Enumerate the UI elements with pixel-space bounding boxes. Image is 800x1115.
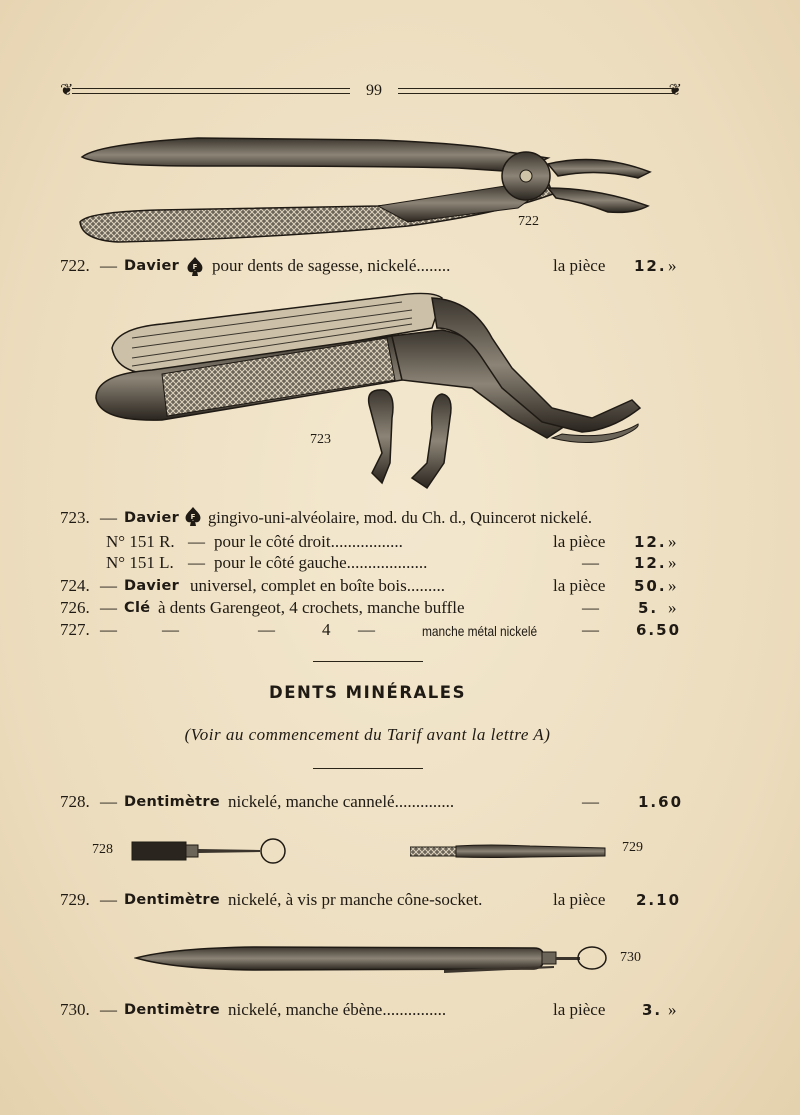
entry-727 <box>60 619 682 641</box>
forceps-722-illustration <box>78 122 658 247</box>
header-rule-right <box>398 88 674 94</box>
item-keyword: Davier <box>124 578 180 594</box>
dentimeter-730-illustration <box>134 942 612 976</box>
guillemet: » <box>668 256 677 275</box>
guillemet: » <box>668 553 677 572</box>
ditto-dash: — <box>100 620 117 639</box>
item-price: 50. <box>634 577 667 595</box>
dash: — <box>100 792 117 811</box>
figure-label-722: 722 <box>518 214 539 229</box>
guillemet: » <box>668 576 677 595</box>
guillemet: » <box>668 1000 677 1019</box>
dash: — <box>188 553 205 572</box>
unit-label: la pièce <box>553 256 606 275</box>
item-price: 2.10 <box>636 891 682 909</box>
fleuron-left-icon: ❦ <box>60 82 74 99</box>
maker-mark-letter: F <box>190 513 196 521</box>
quantity: 4 <box>322 620 331 639</box>
item-number: 726. <box>60 598 90 617</box>
unit-label: la pièce <box>553 532 606 551</box>
item-description: manche métal nickelé <box>422 623 538 639</box>
item-description: nickelé, à vis pr manche cône-socket. <box>228 890 483 909</box>
item-keyword: Dentimètre <box>124 1002 220 1018</box>
header-rule-left <box>72 88 350 94</box>
figure-label-723: 723 <box>310 432 331 447</box>
dentimeter-728-illustration <box>130 838 290 864</box>
entry-724 <box>60 575 682 597</box>
page-header <box>60 82 682 102</box>
item-price: 1.60 <box>638 793 684 811</box>
item-keyword: Davier <box>124 258 180 274</box>
item-description: gingivo-uni-alvéolaire, mod. du Ch. d., Quincerot nickelé. <box>208 508 592 527</box>
section-rule-top <box>313 661 423 662</box>
sub-item-number: N° 151 R. <box>106 532 175 551</box>
entry-723 <box>60 507 682 529</box>
item-description: universel, complet en boîte bois......... <box>190 576 445 595</box>
dash: — <box>100 508 117 527</box>
dash: — <box>100 576 117 595</box>
section-note: (Voir au commencement du Tarif avant la lettre A) <box>184 725 551 744</box>
unit-label: — <box>582 598 599 617</box>
ditto-dash: — <box>358 620 375 639</box>
maker-mark-letter: F <box>192 263 198 271</box>
unit-label: la pièce <box>553 1000 606 1019</box>
item-keyword: Dentimètre <box>124 794 220 810</box>
sub-item-number: N° 151 L. <box>106 553 174 572</box>
unit-label: — <box>582 792 599 811</box>
item-description: pour le côté gauche................... <box>214 553 428 572</box>
ditto-dash: — <box>258 620 275 639</box>
item-description: à dents Garengeot, 4 crochets, manche buffle <box>158 598 465 617</box>
item-price: 12. <box>634 554 667 572</box>
page-number: 99 <box>366 82 382 99</box>
item-number: 730. <box>60 1000 90 1019</box>
section-rule-bottom <box>313 768 423 769</box>
item-price: 6.50 <box>636 621 682 639</box>
item-description: nickelé, manche cannelé.............. <box>228 792 455 811</box>
item-number: 728. <box>60 792 90 811</box>
dash: — <box>100 598 117 617</box>
unit-label: — <box>582 553 599 572</box>
item-description: pour le côté droit................. <box>214 532 403 551</box>
unit-label: la pièce <box>553 576 606 595</box>
item-description: nickelé, manche ébène............... <box>228 1000 447 1019</box>
guillemet: » <box>668 598 677 617</box>
entry-728 <box>60 791 682 813</box>
item-number: 722. <box>60 256 90 275</box>
section-title: DENTS MINÉRALES <box>269 683 466 702</box>
maker-mark-icon <box>186 257 204 277</box>
maker-mark-icon <box>184 507 202 527</box>
item-number: 729. <box>60 890 90 909</box>
dash: — <box>100 890 117 909</box>
entry-723-right <box>60 531 682 553</box>
item-price: 3. <box>642 1001 663 1019</box>
item-number: 727. <box>60 620 90 639</box>
unit-label: — <box>582 620 599 639</box>
dash: — <box>100 256 117 275</box>
item-price: 12. <box>634 257 667 275</box>
guillemet: » <box>668 532 677 551</box>
item-keyword: Dentimètre <box>124 892 220 908</box>
figure-label-730: 730 <box>620 950 641 965</box>
dash: — <box>100 1000 117 1019</box>
entry-730 <box>60 999 682 1021</box>
item-number: 724. <box>60 576 90 595</box>
item-keyword: Clé <box>124 600 151 616</box>
item-keyword: Davier <box>124 510 180 526</box>
unit-label: la pièce <box>553 890 606 909</box>
item-price: 12. <box>634 533 667 551</box>
forceps-723-illustration <box>92 288 652 493</box>
item-number: 723. <box>60 508 90 527</box>
entry-726 <box>60 597 682 619</box>
dash: — <box>188 532 205 551</box>
entry-723-left <box>60 552 682 574</box>
item-price: 5. <box>638 599 659 617</box>
entry-722 <box>60 255 682 277</box>
figure-label-729: 729 <box>622 840 643 855</box>
item-description: pour dents de sagesse, nickelé........ <box>212 256 451 275</box>
ditto-dash: — <box>162 620 179 639</box>
figure-label-728: 728 <box>92 842 113 857</box>
dentimeter-729-illustration <box>410 840 610 862</box>
fleuron-right-icon: ❦ <box>668 82 682 99</box>
entry-729 <box>60 889 682 911</box>
